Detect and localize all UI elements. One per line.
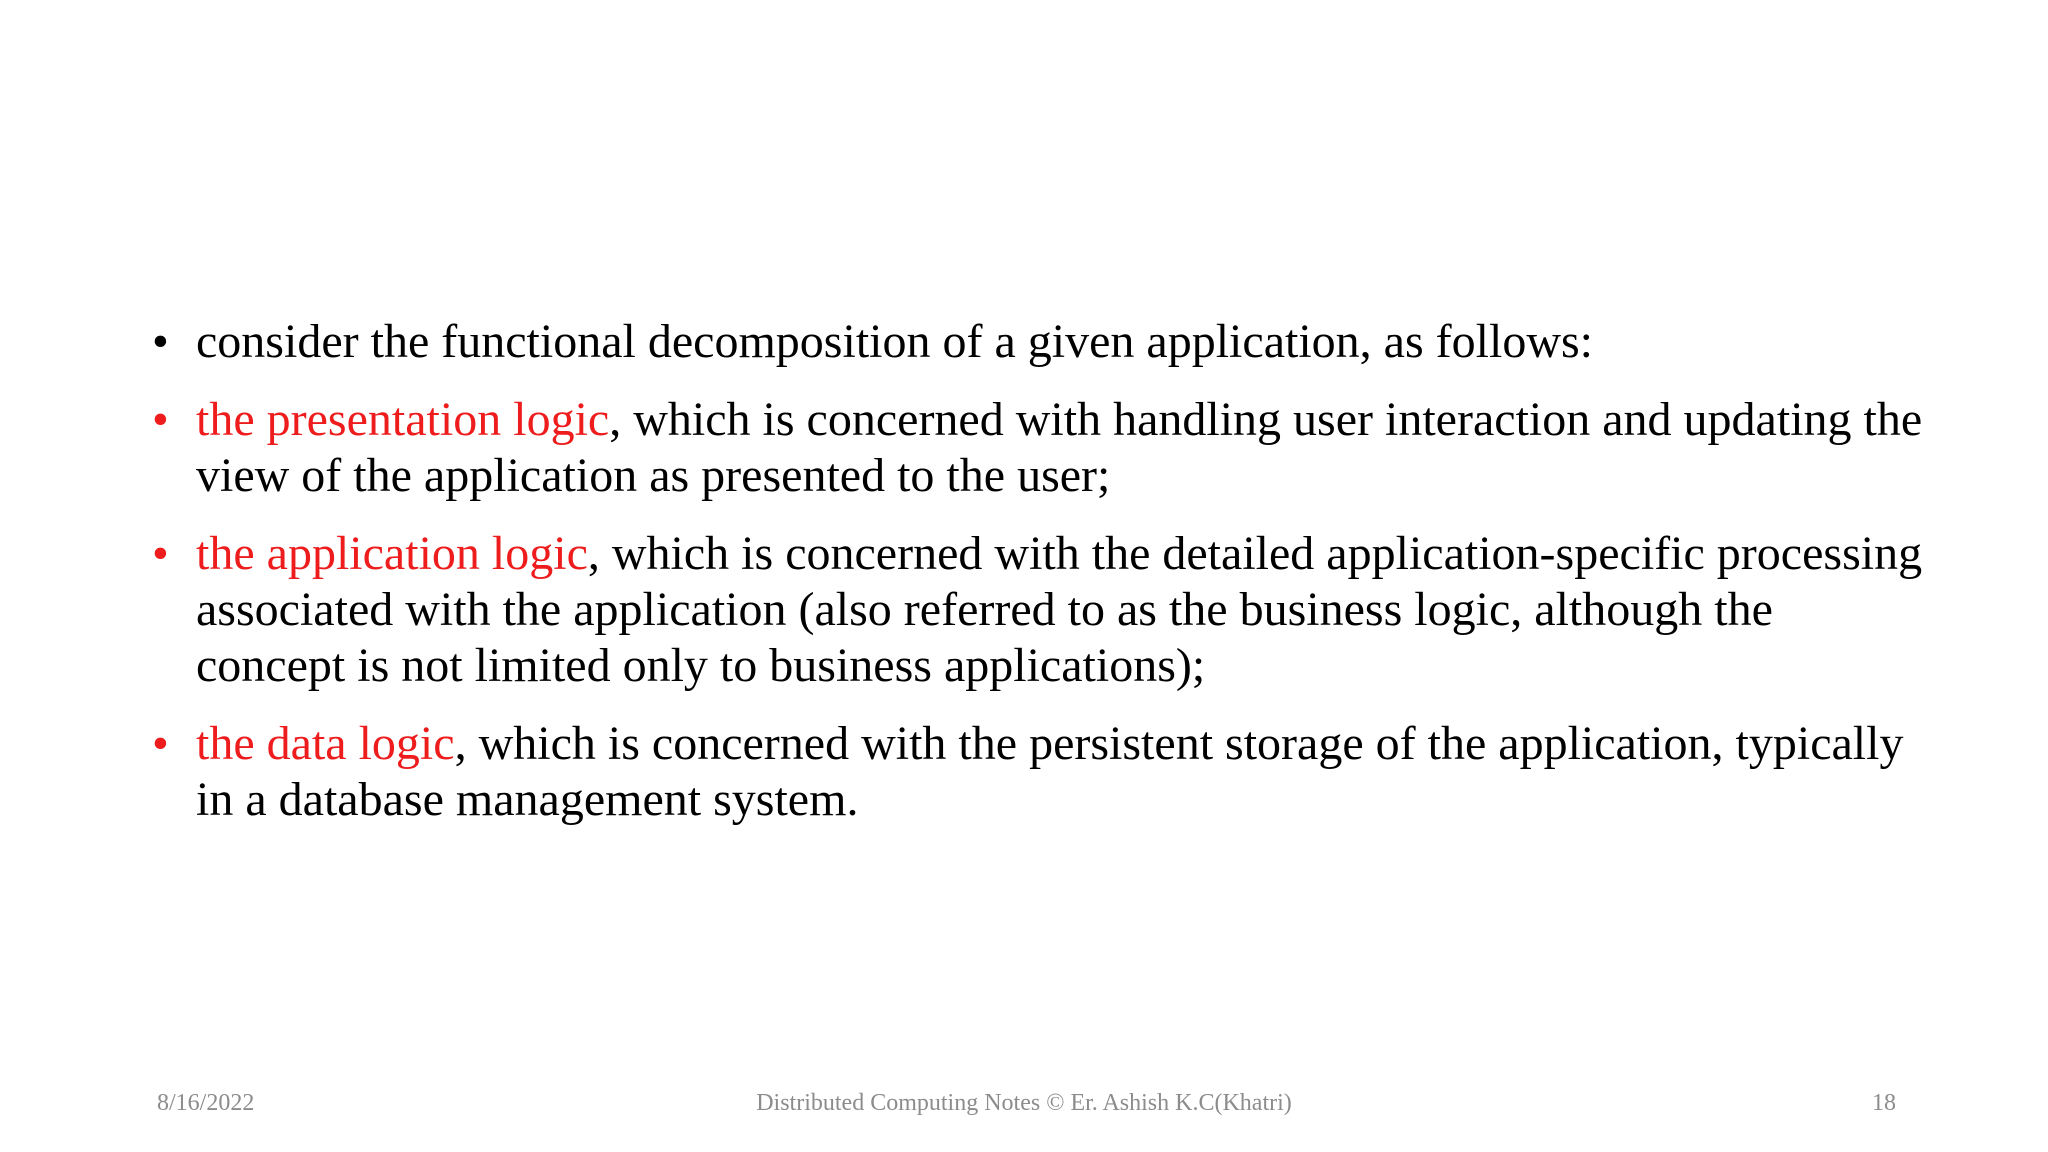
bullet-text: consider the functional decomposition of a given application, as follows: [196,315,1593,368]
bullet-highlight: the application logic [196,527,588,580]
bullet-item-data-logic [152,716,1932,828]
bullet-item-application-logic [152,526,1932,694]
bullet-item-presentation-logic [152,392,1932,504]
page-number: 18 [1872,1090,1896,1116]
bullet-list [152,314,1932,828]
bullet-highlight: the presentation logic [196,393,610,446]
bullet-text: , which is concerned with the detailed application-specific processing associated with the application (also referred to as the business logic, although the concept is not limited only to business applications); [196,527,1923,692]
bullet-icon: • [152,527,169,580]
bullet-icon: • [152,393,169,446]
bullet-highlight: the data logic [196,717,455,770]
slide-content [152,314,1932,850]
bullet-text: , which is concerned with the persistent storage of the application, typically in a database management system. [196,717,1904,826]
bullet-text: , which is concerned with handling user interaction and updating the view of the application as presented to the user; [196,393,1923,502]
footer-date: 8/16/2022 [157,1090,255,1116]
bullet-item-intro [152,314,1932,370]
bullet-icon: • [152,717,169,770]
bullet-icon: • [152,315,169,368]
footer-title: Distributed Computing Notes © Er. Ashish K.C(Khatri) [756,1090,1292,1116]
